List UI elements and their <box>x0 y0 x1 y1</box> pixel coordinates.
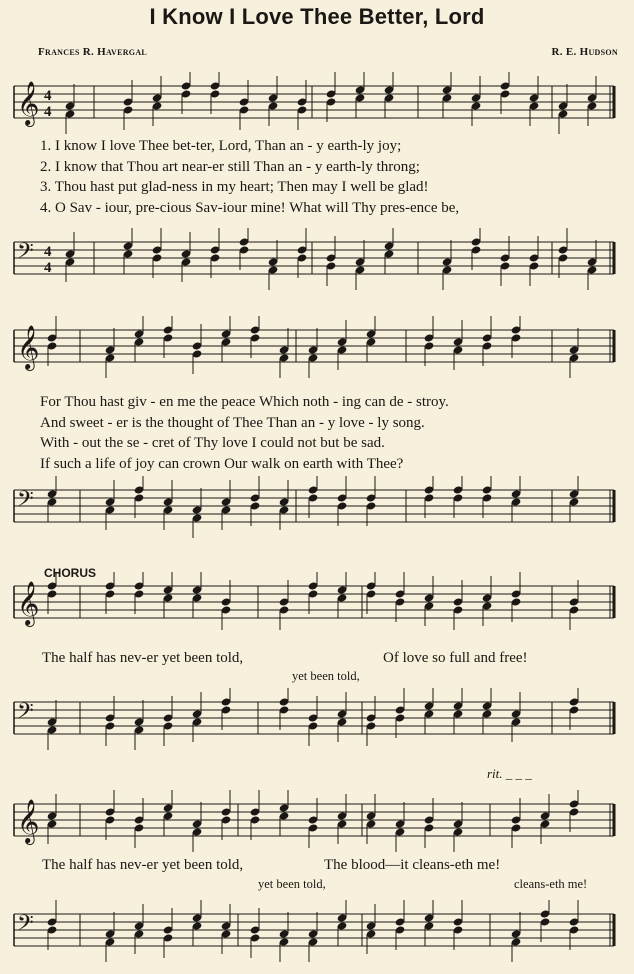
verse-2-line-b: And sweet - er is the thought of Thee Than an - y love - ly song. <box>40 414 425 431</box>
verse-4-line-b: If such a life of joy can crown Our walk on earth with Thee? <box>40 455 404 472</box>
time-signature-bottom: 4 <box>44 104 52 120</box>
verse-lyrics-part-1 <box>40 136 600 218</box>
ritardando-mark: rit. _ _ _ <box>487 766 532 781</box>
treble-staff-4 <box>0 790 634 864</box>
chorus-line-2a: The half has nev-er yet been told, <box>42 857 244 873</box>
time-signature-top: 4 <box>44 244 52 260</box>
treble-staff-3 <box>0 572 634 646</box>
chorus-echo-2b: cleans-eth me! <box>514 877 588 891</box>
treble-clef-icon: 𝄞 <box>17 581 40 625</box>
verse-3-line-a: 3. Thou hast put glad-ness in my heart; Then may I well be glad! <box>40 179 429 195</box>
chorus-label: CHORUS <box>44 566 97 580</box>
chorus-line-1a: The half has nev-er yet been told, <box>42 650 244 666</box>
verse-1-line-a: 1. I know I love Thee bet-ter, Lord, Than an - y earth-ly joy; <box>40 138 402 154</box>
chorus-line-2b: The blood—it cleans-eth me! <box>324 857 501 873</box>
verse-3-line-b: With - out the se - cret of Thy love I could not but be sad. <box>40 435 385 451</box>
bass-staff-1 <box>0 228 634 302</box>
treble-clef-icon: 𝄞 <box>17 81 40 125</box>
chorus-echo-2a: yet been told, <box>258 877 326 891</box>
treble-staff-1 <box>0 72 634 146</box>
time-signature-top: 4 <box>44 88 52 104</box>
verse-2-line-a: 2. I know that Thou art near-er still Than an - y earth-ly throng; <box>40 158 420 175</box>
bass-staff-3 <box>0 688 634 762</box>
verse-lyrics-part-2 <box>40 392 600 474</box>
bass-clef-icon: 𝄢 <box>17 487 34 517</box>
treble-clef-icon: 𝄞 <box>17 799 40 843</box>
chorus-echo-1: yet been told, <box>292 669 360 683</box>
chorus-line-1b: Of love so full and free! <box>383 650 528 666</box>
verse-1-line-b: For Thou hast giv - en me the peace Which noth - ing can de - stroy. <box>40 394 449 410</box>
lyricist-credit: Frances R. Havergal <box>38 46 148 58</box>
bass-staff-4 <box>0 900 634 974</box>
bass-clef-icon: 𝄢 <box>17 699 34 729</box>
composer-credit: R. E. Hudson <box>551 46 618 58</box>
time-signature-bottom: 4 <box>44 260 52 276</box>
bass-clef-icon: 𝄢 <box>17 911 34 941</box>
bass-staff-2 <box>0 476 634 550</box>
bass-clef-icon: 𝄢 <box>17 239 34 269</box>
hymn-title: I Know I Love Thee Better, Lord <box>149 4 485 29</box>
treble-clef-icon: 𝄞 <box>17 325 40 369</box>
treble-staff-2 <box>0 316 634 390</box>
verse-4-line-a: 4. O Sav - iour, pre-cious Sav-iour mine! What will Thy pres-ence be, <box>40 199 460 216</box>
